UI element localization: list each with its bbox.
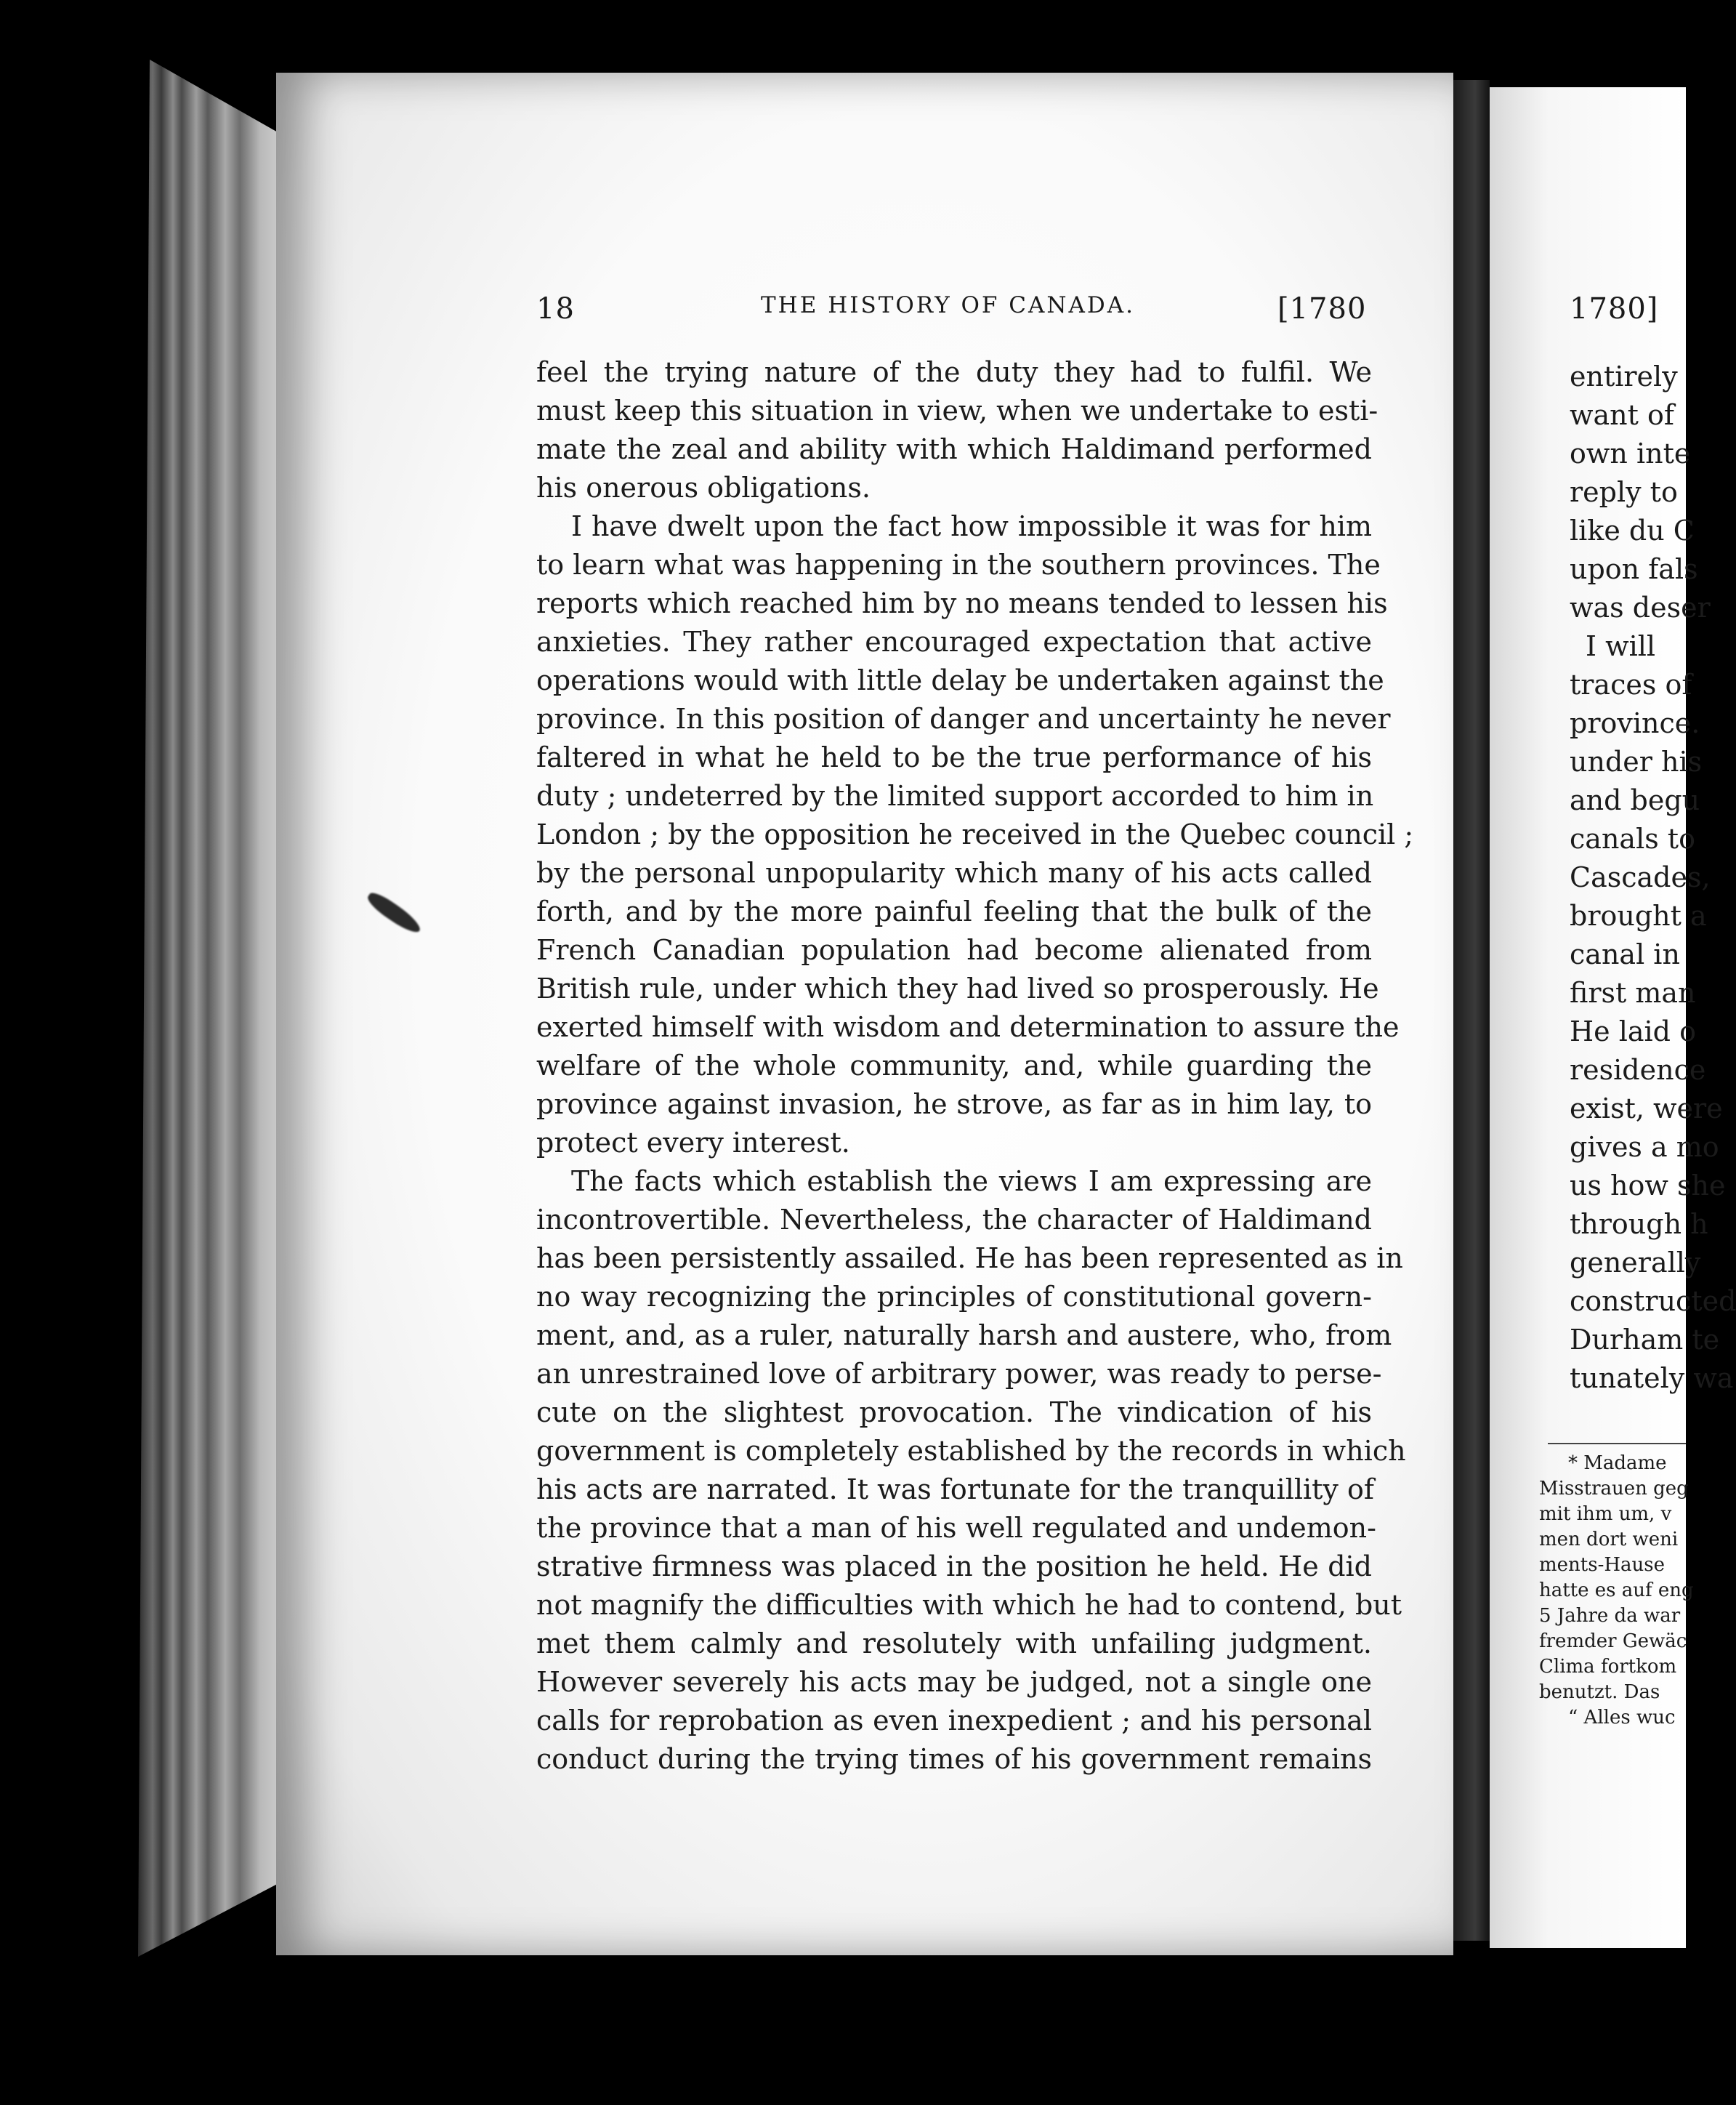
text-line: to learn what was happening in the southern provinces. The (536, 549, 1381, 581)
running-head: THE HISTORY OF CANADA. (761, 292, 1136, 318)
text-line: no way recognizing the principles of constitutional govern- (536, 1281, 1372, 1313)
text-line: conduct during the trying times of his government remains (536, 1743, 1372, 1775)
text-line: has been persistently assailed. He has been represented as in (536, 1242, 1403, 1274)
text-line: was deser (1570, 592, 1711, 624)
book-page-edges (138, 60, 283, 1957)
text-line: incontrovertible. Nevertheless, the character of Haldimand (536, 1204, 1372, 1236)
text-line: must keep this situation in view, when we undertake to esti- (536, 395, 1378, 427)
text-line: generally (1570, 1247, 1701, 1279)
text-line: forth, and by the more painful feeling that the bulk of the (536, 895, 1372, 927)
header-year-right: 1780] (1570, 292, 1659, 326)
text-line: want of (1570, 399, 1674, 431)
text-line: French Canadian population had become alienated from (536, 934, 1372, 966)
text-line: strative firmness was placed in the position he held. He did (536, 1550, 1372, 1582)
text-line: mate the zeal and ability with which Haldimand performed (536, 433, 1372, 465)
text-line: like du C (1570, 515, 1695, 547)
text-line: under his (1570, 746, 1703, 778)
footnote-line: fremder Gewäc (1539, 1630, 1687, 1652)
footnote-line: Misstrauen geg (1539, 1478, 1689, 1500)
text-line: province against invasion, he strove, as far as in him lay, to (536, 1088, 1372, 1120)
text-line: government is completely established by the records in which (536, 1435, 1406, 1467)
text-line: cute on the slightest provocation. The vindication of his (536, 1396, 1372, 1428)
text-line: the province that a man of his well regulated and undemon- (536, 1512, 1376, 1544)
text-line: exist, were (1570, 1092, 1723, 1124)
right-page-body-text (1570, 358, 1736, 1398)
text-line: protect every interest. (536, 1127, 850, 1159)
text-line: entirely (1570, 361, 1678, 393)
text-line: calls for reprobation as even inexpedient ; and his personal (536, 1704, 1372, 1736)
text-line: first man (1570, 977, 1696, 1009)
text-line: and begu (1570, 784, 1700, 816)
footnote-rule (1548, 1443, 1686, 1444)
footnote-line: mit ihm um, v (1539, 1503, 1672, 1525)
page-number: 18 (536, 292, 575, 326)
left-page-body-text (536, 353, 1414, 1779)
text-line: constructed (1570, 1285, 1736, 1317)
book-gutter (1453, 80, 1490, 1941)
footnote-line: benutzt. Das (1539, 1681, 1660, 1703)
text-line: tunately wa (1570, 1362, 1734, 1394)
text-line: The facts which establish the views I am expressing are (571, 1165, 1372, 1197)
text-line: Cascades, (1570, 861, 1711, 893)
text-line: province. In this position of danger and uncertainty he never (536, 703, 1391, 735)
text-line: British rule, under which they had lived so prosperously. He (536, 973, 1379, 1005)
text-line: traces of (1570, 669, 1692, 701)
text-line: not magnify the difficulties with which he had to contend, but (536, 1589, 1402, 1621)
text-line: faltered in what he held to be the true performance of his (536, 741, 1372, 773)
text-line: Durham te (1570, 1324, 1720, 1356)
text-line: upon fals (1570, 553, 1698, 585)
text-line: through h (1570, 1208, 1708, 1240)
right-page-footnotes (1539, 1451, 1694, 1731)
text-line: feel the trying nature of the duty they had to fulfil. We (536, 356, 1372, 388)
text-line: canals to (1570, 823, 1695, 855)
text-line: I have dwelt upon the fact how impossible it was for him (571, 510, 1372, 542)
text-line: However severely his acts may be judged, not a single one (536, 1666, 1372, 1698)
text-line: brought a (1570, 900, 1707, 932)
text-line: own inte (1570, 438, 1691, 470)
text-line: reports which reached him by no means tended to lessen his (536, 587, 1388, 619)
text-line: ment, and, as a ruler, naturally harsh and austere, who, from (536, 1319, 1392, 1351)
text-line: operations would with little delay be undertaken against the (536, 664, 1384, 696)
header-year-left: [1780 (1277, 292, 1367, 326)
text-line: reply to (1570, 476, 1678, 508)
footnote-line: hatte es auf eng (1539, 1579, 1694, 1601)
text-line: us how she (1570, 1170, 1726, 1202)
text-line: residence (1570, 1054, 1706, 1086)
footnote-line: ments-Hause (1539, 1554, 1666, 1576)
text-line: I will (1586, 630, 1656, 662)
text-line: his acts are narrated. It was fortunate for the tranquillity of (536, 1473, 1374, 1505)
text-line: London ; by the opposition he received in the Quebec council ; (536, 818, 1414, 850)
text-line: met them calmly and resolutely with unfailing judgment. (536, 1627, 1372, 1659)
text-line: his onerous obligations. (536, 472, 871, 504)
text-line: anxieties. They rather encouraged expectation that active (536, 626, 1372, 658)
text-line: welfare of the whole community, and, while guarding the (536, 1050, 1372, 1082)
text-line: province. (1570, 707, 1700, 739)
text-line: gives a mo (1570, 1131, 1719, 1163)
footnote-line: 5 Jahre da war (1539, 1605, 1681, 1627)
text-line: exerted himself with wisdom and determination to assure the (536, 1011, 1400, 1043)
text-line: an unrestrained love of arbitrary power, was ready to perse- (536, 1358, 1382, 1390)
footnote-line: “ Alles wuc (1568, 1707, 1676, 1728)
footnote-line: Clima fortkom (1539, 1656, 1677, 1678)
text-line: by the personal unpopularity which many of his acts called (536, 857, 1372, 889)
footnote-line: men dort weni (1539, 1529, 1679, 1550)
text-line: duty ; undeterred by the limited support accorded to him in (536, 780, 1374, 812)
text-line: canal in (1570, 938, 1680, 970)
text-line: He laid o (1570, 1015, 1696, 1047)
footnote-line: * Madame (1568, 1452, 1667, 1474)
